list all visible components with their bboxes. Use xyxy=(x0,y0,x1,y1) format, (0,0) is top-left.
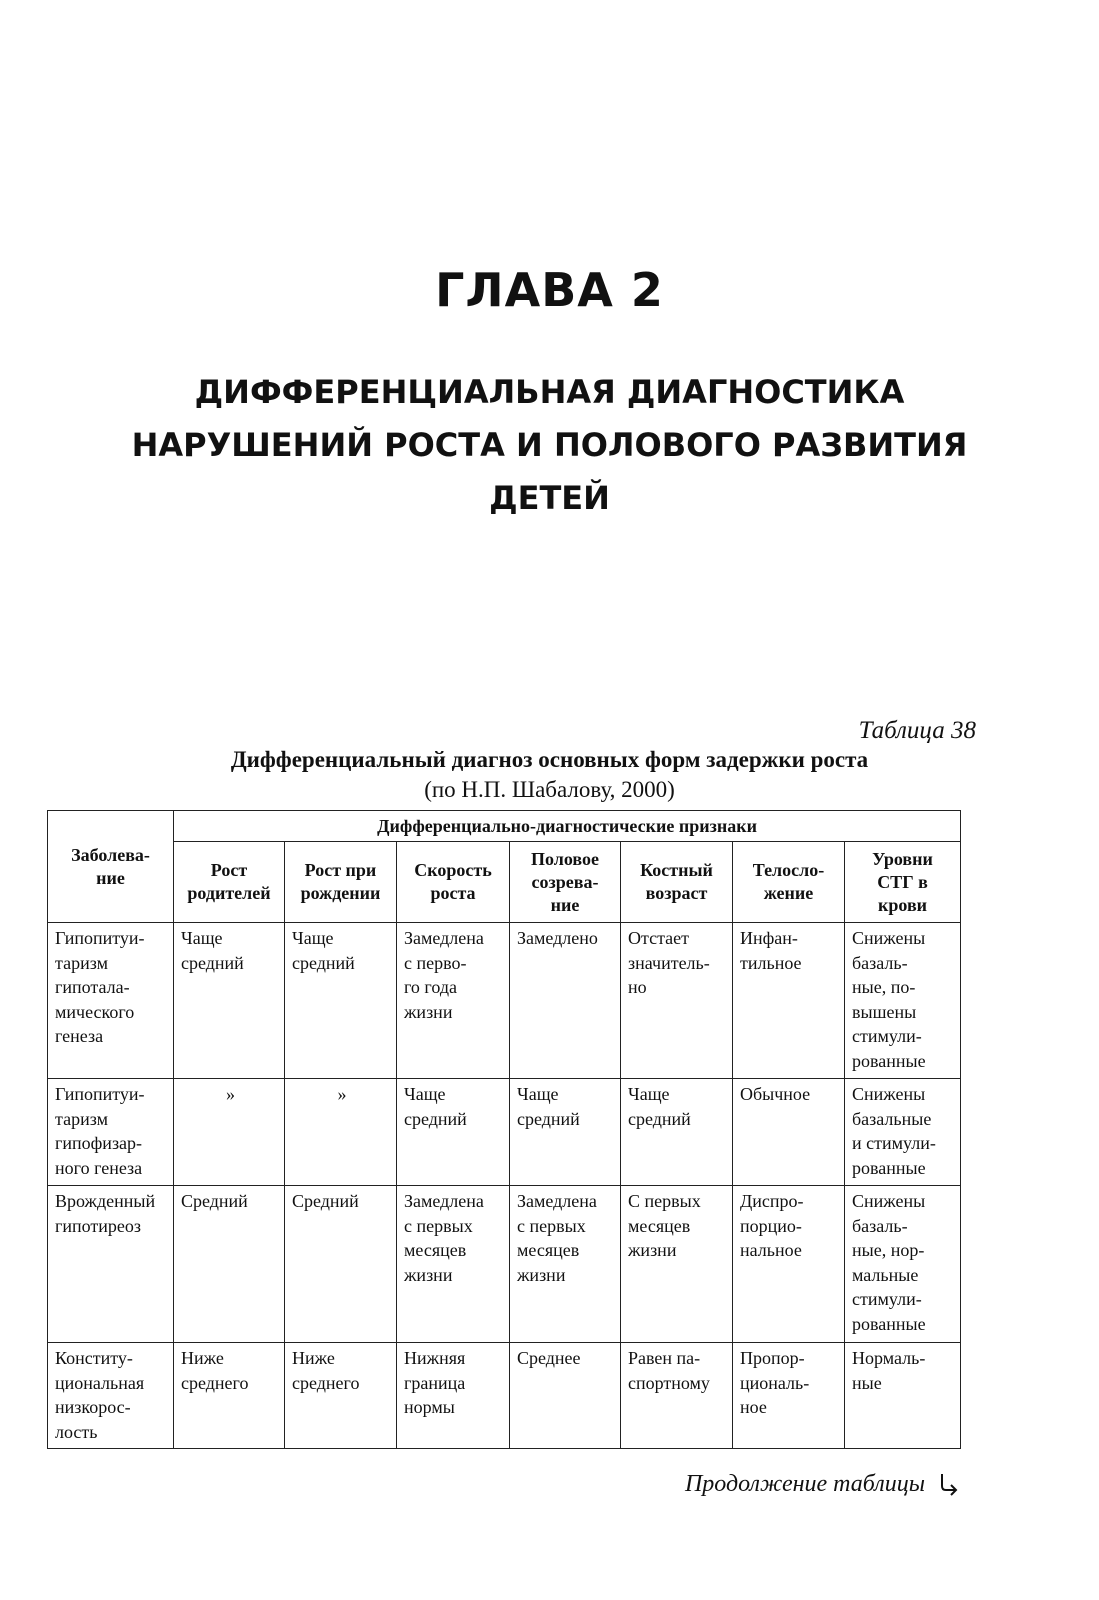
table-cell: Диспро- порцио- нальное xyxy=(733,1186,845,1343)
table-cell: » xyxy=(285,1079,397,1186)
table-cell: Замедлена с первых месяцев жизни xyxy=(397,1186,510,1343)
chapter-title-line: ДЕТЕЙ xyxy=(489,479,610,517)
diagnosis-table xyxy=(47,810,961,1449)
table-number: Таблица 38 xyxy=(858,717,976,744)
chapter-title-line: НАРУШЕНИЙ РОСТА И ПОЛОВОГО РАЗВИТИЯ xyxy=(131,426,968,464)
table-cell: Чаще средний xyxy=(621,1079,733,1186)
header-growth-rate: Скорость роста xyxy=(397,842,510,923)
table-source: (по Н.П. Шабалову, 2000) xyxy=(424,777,675,802)
table-cell: С первых месяцев жизни xyxy=(621,1186,733,1343)
row-disease-cell: Конститу- циональная низкорос- лость xyxy=(48,1343,174,1449)
table-cell: Чаще средний xyxy=(397,1079,510,1186)
table-cell: Инфан- тильное xyxy=(733,923,845,1079)
chapter-title xyxy=(0,366,1099,525)
chapter-title-line: ДИФФЕРЕНЦИАЛЬНАЯ ДИАГНОСТИКА xyxy=(194,373,905,411)
table-row xyxy=(48,923,961,1079)
table-cell: Замедлена с первых месяцев жизни xyxy=(510,1186,621,1343)
row-disease-cell: Гипопитуи- таризм гипотала- мического генеза xyxy=(48,923,174,1079)
row-disease-cell: Врожденный гипотиреоз xyxy=(48,1186,174,1343)
table-cell: Нижняя граница нормы xyxy=(397,1343,510,1449)
table-cell: Чаще средний xyxy=(174,923,285,1079)
table-header xyxy=(48,811,961,923)
table-cell: Средний xyxy=(174,1186,285,1343)
table-cell: Средний xyxy=(285,1186,397,1343)
header-puberty: Половое созрева- ние xyxy=(510,842,621,923)
header-gh-level: Уровни СТГ в крови xyxy=(845,842,961,923)
table-cell: Обычное xyxy=(733,1079,845,1186)
table-row xyxy=(48,1079,961,1186)
table-cell: Нормаль- ные xyxy=(845,1343,961,1449)
table-cell: Ниже среднего xyxy=(174,1343,285,1449)
table-cell: Замедлена с перво- го года жизни xyxy=(397,923,510,1079)
table-cell: Снижены базаль- ные, нор- мальные стимули- рованные xyxy=(845,1186,961,1343)
header-body-build: Телосло- жение xyxy=(733,842,845,923)
table-cell: Снижены базаль- ные, по- вышены стимули- рованные xyxy=(845,923,961,1079)
table-row xyxy=(48,1343,961,1449)
row-disease-cell: Гипопитуи- таризм гипофизар- ного генеза xyxy=(48,1079,174,1186)
chapter-label: ГЛАВА 2 xyxy=(435,263,664,317)
continuation-text: Продолжение таблицы xyxy=(684,1471,925,1497)
continuation-note xyxy=(685,1469,959,1499)
table-cell: Снижены базальные и стимули- рованные xyxy=(845,1079,961,1186)
table-cell: Отстает значитель- но xyxy=(621,923,733,1079)
table-body xyxy=(48,923,961,1449)
turn-arrow-icon xyxy=(937,1472,959,1496)
table-cell: Чаще средний xyxy=(285,923,397,1079)
header-bone-age: Костный возраст xyxy=(621,842,733,923)
table-cell: Чаще средний xyxy=(510,1079,621,1186)
header-birth-height: Рост при рождении xyxy=(285,842,397,923)
table-cell: Замедлено xyxy=(510,923,621,1079)
table-cell: Ниже среднего xyxy=(285,1343,397,1449)
header-disease: Заболева- ние xyxy=(48,811,174,923)
table-cell: Равен па- спортному xyxy=(621,1343,733,1449)
table-caption: Дифференциальный диагноз основных форм задержки роста xyxy=(230,747,869,772)
header-parents-height: Рост родителей xyxy=(174,842,285,923)
header-group: Дифференциально-диагностические признаки xyxy=(174,811,961,842)
table-row xyxy=(48,1186,961,1343)
table-cell: Среднее xyxy=(510,1343,621,1449)
table-cell: » xyxy=(174,1079,285,1186)
table-cell: Пропор- циональ- ное xyxy=(733,1343,845,1449)
